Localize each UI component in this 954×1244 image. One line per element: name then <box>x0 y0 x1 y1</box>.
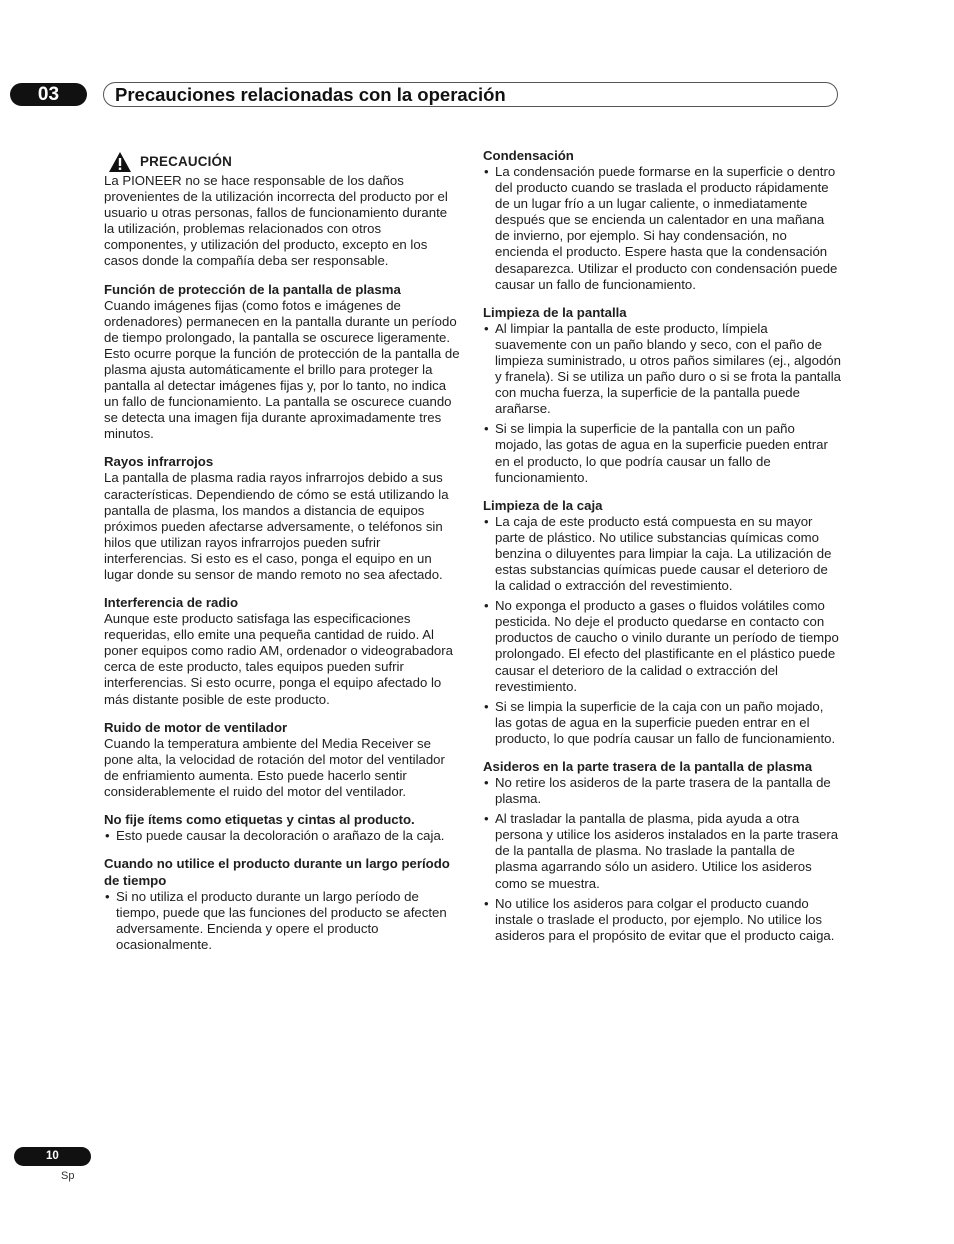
section-title: Limpieza de la pantalla <box>483 304 627 320</box>
list-item: • Si se limpia la superficie de la pantalla con un paño mojado, las gotas de agua en la superficie pueden entrar en el producto, lo que podría causar un fallo de funcionamiento. <box>483 421 841 485</box>
list-item: • Al trasladar la pantalla de plasma, pida ayuda a otra persona y utilice los asideros instalados en la parte trasera de la pantalla de plasma. No traslade la pantalla de plasma agarrando sólo un asidero. Utilice los asideros como se muestra. <box>483 811 841 891</box>
list-item: • La caja de este producto está compuesta en su mayor parte de plástico. No utilice substancias químicas como benzina o diluyentes para limpiar la caja. La utilización de estas substancias químicas puede causar el deterioro de la calidad o extracción del revestimiento. <box>483 514 841 594</box>
bullet-list <box>483 775 841 944</box>
section-title: Rayos infrarrojos <box>104 454 214 470</box>
list-item: • La condensación puede formarse en la superficie o dentro del producto cuando se traslada el producto rápidamente de un lugar frío a un lugar caliente, o inmediatamente después que se encienda un calentador en una mañana de invierno, por ejemplo. Si hay condensación, no encienda el producto. Espere hasta que la condensación desaparezca. Utilizar el producto con condensación puede causar un fallo de funcionamiento. <box>483 164 841 293</box>
language-code: Sp <box>61 1170 75 1182</box>
caution-title: PRECAUCIÓN <box>140 153 233 169</box>
page-title: Precauciones relacionadas con la operación <box>115 84 506 105</box>
section-title: No fije ítems como etiquetas y cintas al producto. <box>104 812 415 827</box>
bullet-list <box>483 164 841 293</box>
caution-heading <box>104 151 460 173</box>
section-text: Cuando imágenes fijas (como fotos e imágenes de ordenadores) permanecen en la pantalla durante un período de tiempo prolongado, la pantalla se oscurece ligeramente. Esto ocurre porque la función de protección de la pantalla de plasma ajusta automáticamente el brillo para proteger la pantalla al detectar imágenes fijas y, por lo tanto, no indica un fallo de funcionamiento. La pantalla se oscurece cuando se detecta una imagen fija durante aproximadamente tres minutos. <box>104 297 460 442</box>
section-title: Ruido de motor de ventilador <box>104 719 288 735</box>
list-item: • Esto puede causar la decoloración o arañazo de la caja. <box>104 828 460 844</box>
page-header <box>103 82 838 107</box>
chapter-number-badge: 03 <box>10 83 87 106</box>
list-item: • Si no utiliza el producto durante un largo período de tiempo, puede que las funciones del producto se afecten adversamente. Encienda y opere el producto ocasionalmente. <box>104 889 460 953</box>
bullet-list <box>483 514 841 747</box>
page-number: 10 <box>14 1147 91 1166</box>
bullet-list <box>104 828 460 844</box>
bullet-list <box>483 321 841 486</box>
caution-text: La PIONEER no se hace responsable de los daños provenientes de la utilización incorrecta del producto por el usuario u otras personas, fallos de funcionamiento durante la utilización, problemas relacionados con otros componentes, y utilización del producto, excepto en los casos donde la compañía deba ser responsable. <box>104 173 448 269</box>
section-title: Cuando no utilice el producto durante un largo período de tiempo <box>104 856 450 889</box>
section-title: Interferencia de radio <box>104 595 239 611</box>
list-item: • Al limpiar la pantalla de este producto, límpiela suavemente con un paño blando y seco, con el paño de limpieza suministrado, u otros paños similares (ej., algodón y franela). Si se utiliza un paño duro o si se frota la pantalla con mucha fuerza, la superficie de la pantalla puede arañarse. <box>483 321 841 418</box>
warning-triangle-icon <box>108 151 132 173</box>
left-column <box>104 147 460 957</box>
right-column <box>483 147 841 948</box>
list-item: • Si se limpia la superficie de la caja con un paño mojado, las gotas de agua en la superficie pueden entrar en el producto, lo que podría causar un fallo de funcionamiento. <box>483 699 841 747</box>
list-item: • No retire los asideros de la parte trasera de la pantalla de plasma. <box>483 775 841 807</box>
section-text: La pantalla de plasma radia rayos infrarrojos debido a sus características. Dependiendo de cómo se está utilizando la pantalla de plasma, los mandos a distancia de equipos próximos pueden afectarse adversamente, o teléfonos sin hilos que utilizan rayos infrarrojos pueden sufrir interferencias. Si esto es el caso, ponga el equipo en un lugar donde su sensor de mando remoto no sea afectado. <box>104 470 449 582</box>
section-text: Cuando la temperatura ambiente del Media Receiver se pone alta, la velocidad de rotación del motor del ventilador de enfriamiento aumenta. Esto puede hacerlo sentir considerablemente el ruido del motor del ventilador. <box>104 735 445 799</box>
section-title: Asideros en la parte trasera de la pantalla de plasma <box>483 759 813 774</box>
bullet-list <box>104 889 460 953</box>
section-title: Función de protección de la pantalla de plasma <box>104 281 401 297</box>
list-item: • No exponga el producto a gases o fluidos volátiles como pesticida. No deje el producto quedarse en contacto con productos de caucho o vinilo durante un período de tiempo prolongado. El efecto del plastificante en el plástico puede causar el deterioro de la calidad o extracción del revestimiento. <box>483 598 841 695</box>
section-text: Aunque este producto satisfaga las especificaciones requeridas, ello emite una pequeña cantidad de ruido. Al poner equipos como radio AM, ordenador o videograbadora cerca de este producto, tales equipos pueden sufrir interferencias. Si esto ocurre, ponga el equipo afectado lo más distante posible de este producto. <box>104 611 453 707</box>
section-title: Limpieza de la caja <box>483 497 603 513</box>
section-title: Condensación <box>483 148 574 163</box>
list-item: • No utilice los asideros para colgar el producto cuando instale o traslade el producto, por ejemplo. No utilice los asideros para el propósito de evitar que el producto caiga. <box>483 896 841 944</box>
